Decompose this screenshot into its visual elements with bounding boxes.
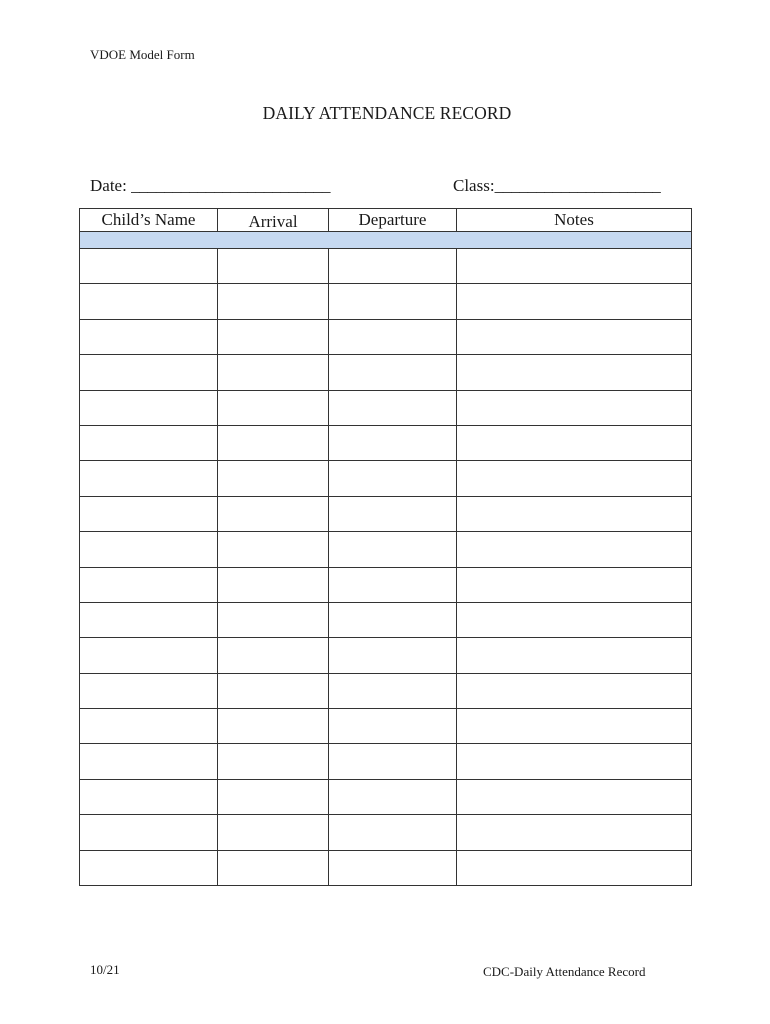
cell-arrival[interactable] <box>218 319 329 354</box>
cell-childs-name[interactable] <box>80 532 218 567</box>
cell-childs-name[interactable] <box>80 744 218 779</box>
form-label: VDOE Model Form <box>90 47 195 62</box>
cell-arrival[interactable] <box>218 496 329 531</box>
cell-arrival[interactable] <box>218 390 329 425</box>
cell-arrival[interactable] <box>218 284 329 319</box>
cell-notes[interactable] <box>457 496 692 531</box>
cell-notes[interactable] <box>457 709 692 744</box>
class-field[interactable] <box>453 176 661 196</box>
shaded-separator-row <box>80 232 692 249</box>
cell-notes[interactable] <box>457 602 692 637</box>
table-row <box>80 602 692 637</box>
cell-arrival[interactable] <box>218 638 329 673</box>
cell-childs-name[interactable] <box>80 850 218 885</box>
cell-notes[interactable] <box>457 249 692 284</box>
table-row <box>80 850 692 885</box>
cell-childs-name[interactable] <box>80 355 218 390</box>
table-row <box>80 532 692 567</box>
class-blank-line[interactable]: ____________________ <box>494 176 661 195</box>
cell-notes[interactable] <box>457 319 692 354</box>
cell-notes[interactable] <box>457 532 692 567</box>
cell-notes[interactable] <box>457 638 692 673</box>
document-name: CDC-Daily Attendance Record <box>483 964 646 979</box>
table-row <box>80 284 692 319</box>
cell-notes[interactable] <box>457 567 692 602</box>
cell-notes[interactable] <box>457 744 692 779</box>
cell-notes[interactable] <box>457 284 692 319</box>
table-row <box>80 461 692 496</box>
table-row <box>80 815 692 850</box>
cell-departure[interactable] <box>329 319 457 354</box>
cell-departure[interactable] <box>329 850 457 885</box>
cell-arrival[interactable] <box>218 425 329 460</box>
attendance-table <box>79 208 692 886</box>
table-row <box>80 355 692 390</box>
cell-notes[interactable] <box>457 461 692 496</box>
cell-childs-name[interactable] <box>80 779 218 814</box>
table-row <box>80 249 692 284</box>
table-row <box>80 744 692 779</box>
cell-childs-name[interactable] <box>80 249 218 284</box>
table-row <box>80 390 692 425</box>
column-header-arrival <box>218 209 329 232</box>
cell-departure[interactable] <box>329 567 457 602</box>
cell-childs-name[interactable] <box>80 709 218 744</box>
cell-departure[interactable] <box>329 638 457 673</box>
date-field[interactable] <box>90 176 330 196</box>
cell-childs-name[interactable] <box>80 673 218 708</box>
cell-departure[interactable] <box>329 390 457 425</box>
cell-arrival[interactable] <box>218 779 329 814</box>
cell-departure[interactable] <box>329 709 457 744</box>
cell-arrival[interactable] <box>218 532 329 567</box>
cell-childs-name[interactable] <box>80 425 218 460</box>
table-row <box>80 779 692 814</box>
cell-arrival[interactable] <box>218 567 329 602</box>
cell-arrival[interactable] <box>218 673 329 708</box>
table-row <box>80 319 692 354</box>
cell-arrival[interactable] <box>218 249 329 284</box>
cell-arrival[interactable] <box>218 850 329 885</box>
cell-childs-name[interactable] <box>80 461 218 496</box>
column-header-notes: Notes <box>457 209 692 232</box>
cell-departure[interactable] <box>329 284 457 319</box>
cell-childs-name[interactable] <box>80 602 218 637</box>
cell-departure[interactable] <box>329 496 457 531</box>
table-row <box>80 496 692 531</box>
cell-childs-name[interactable] <box>80 638 218 673</box>
cell-arrival[interactable] <box>218 744 329 779</box>
table-row <box>80 673 692 708</box>
cell-notes[interactable] <box>457 850 692 885</box>
class-label: Class: <box>453 176 495 195</box>
cell-notes[interactable] <box>457 425 692 460</box>
cell-arrival[interactable] <box>218 602 329 637</box>
cell-childs-name[interactable] <box>80 496 218 531</box>
cell-childs-name[interactable] <box>80 284 218 319</box>
cell-arrival[interactable] <box>218 355 329 390</box>
table-row <box>80 638 692 673</box>
table-row <box>80 709 692 744</box>
revision-date: 10/21 <box>90 962 120 977</box>
cell-departure[interactable] <box>329 779 457 814</box>
cell-arrival[interactable] <box>218 815 329 850</box>
cell-childs-name[interactable] <box>80 319 218 354</box>
cell-childs-name[interactable] <box>80 815 218 850</box>
column-header-childs-name: Child’s Name <box>80 209 218 232</box>
cell-childs-name[interactable] <box>80 390 218 425</box>
cell-notes[interactable] <box>457 390 692 425</box>
cell-departure[interactable] <box>329 744 457 779</box>
cell-departure[interactable] <box>329 249 457 284</box>
cell-departure[interactable] <box>329 355 457 390</box>
cell-arrival[interactable] <box>218 461 329 496</box>
column-header-departure: Departure <box>329 209 457 232</box>
page-title: DAILY ATTENDANCE RECORD <box>262 103 512 123</box>
cell-departure[interactable] <box>329 815 457 850</box>
cell-departure[interactable] <box>329 532 457 567</box>
cell-departure[interactable] <box>329 425 457 460</box>
cell-departure[interactable] <box>329 461 457 496</box>
cell-childs-name[interactable] <box>80 567 218 602</box>
table-row <box>80 567 692 602</box>
cell-notes[interactable] <box>457 673 692 708</box>
table-row <box>80 425 692 460</box>
cell-arrival[interactable] <box>218 709 329 744</box>
shaded-band <box>80 232 692 249</box>
cell-notes[interactable] <box>457 815 692 850</box>
table-header-row <box>80 209 692 232</box>
cell-notes[interactable] <box>457 779 692 814</box>
cell-notes[interactable] <box>457 355 692 390</box>
date-label: Date: <box>90 176 127 195</box>
date-blank-line[interactable]: ________________________ <box>131 176 331 195</box>
cell-departure[interactable] <box>329 602 457 637</box>
arrival-header-label: Arrival <box>248 212 298 231</box>
cell-departure[interactable] <box>329 673 457 708</box>
